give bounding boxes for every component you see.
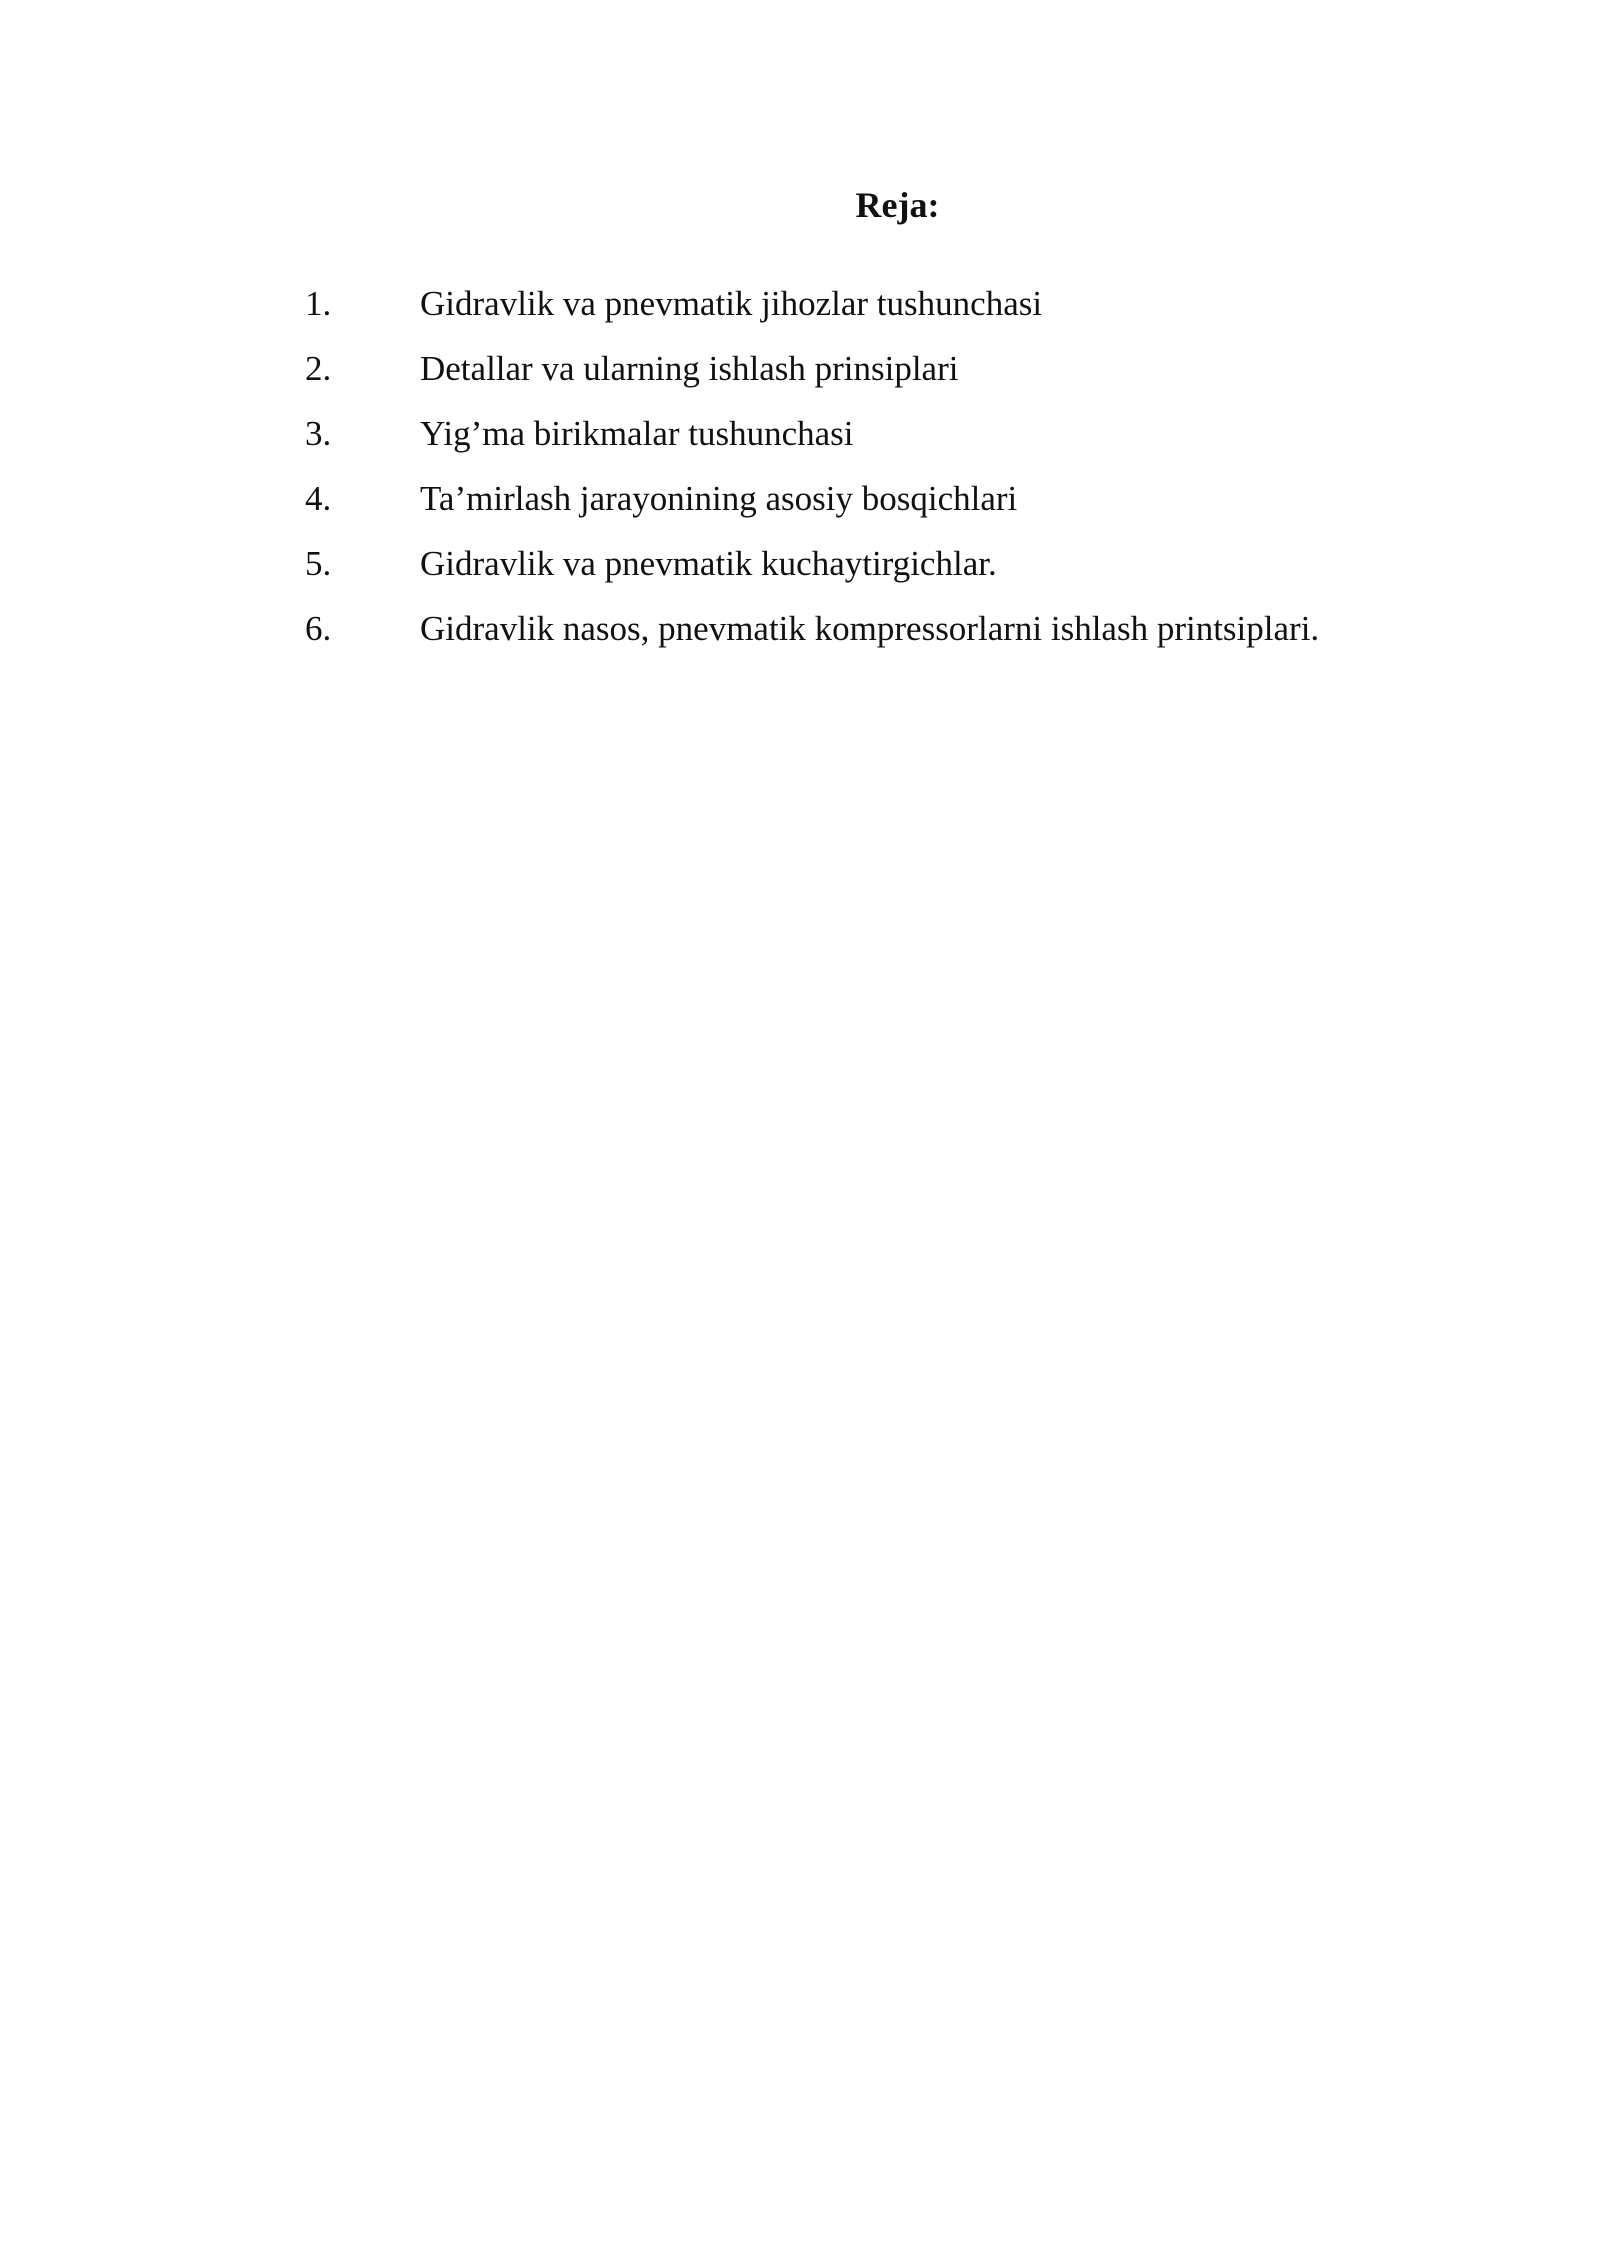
list-item xyxy=(305,282,1505,347)
list-item-text: Gidravlik nasos, pnevmatik kompressorlarni ishlash printsiplari. xyxy=(420,609,1320,648)
list-item-number: 4. xyxy=(305,479,332,518)
page-title: Reja: xyxy=(855,185,940,225)
list-item-text: Gidravlik va pnevmatik jihozlar tushunchasi xyxy=(420,284,1043,323)
list-item-number: 5. xyxy=(305,544,332,583)
list-item-number: 3. xyxy=(305,414,332,453)
list-item xyxy=(305,412,1505,477)
list-item-text: Gidravlik va pnevmatik kuchaytirgichlar. xyxy=(420,544,997,583)
list-item xyxy=(305,347,1505,412)
list-item-number: 2. xyxy=(305,349,332,388)
plan-list xyxy=(305,282,1505,672)
list-item-text: Ta’mirlash jarayonining asosiy bosqichlari xyxy=(420,479,1018,518)
list-item-number: 6. xyxy=(305,609,332,648)
list-item-number: 1. xyxy=(305,284,332,323)
list-item-text: Detallar va ularning ishlash prinsiplari xyxy=(420,349,959,388)
list-item-text: Yig’ma birikmalar tushunchasi xyxy=(420,414,854,453)
list-item xyxy=(305,542,1505,607)
list-item xyxy=(305,477,1505,542)
list-item xyxy=(305,607,1505,672)
